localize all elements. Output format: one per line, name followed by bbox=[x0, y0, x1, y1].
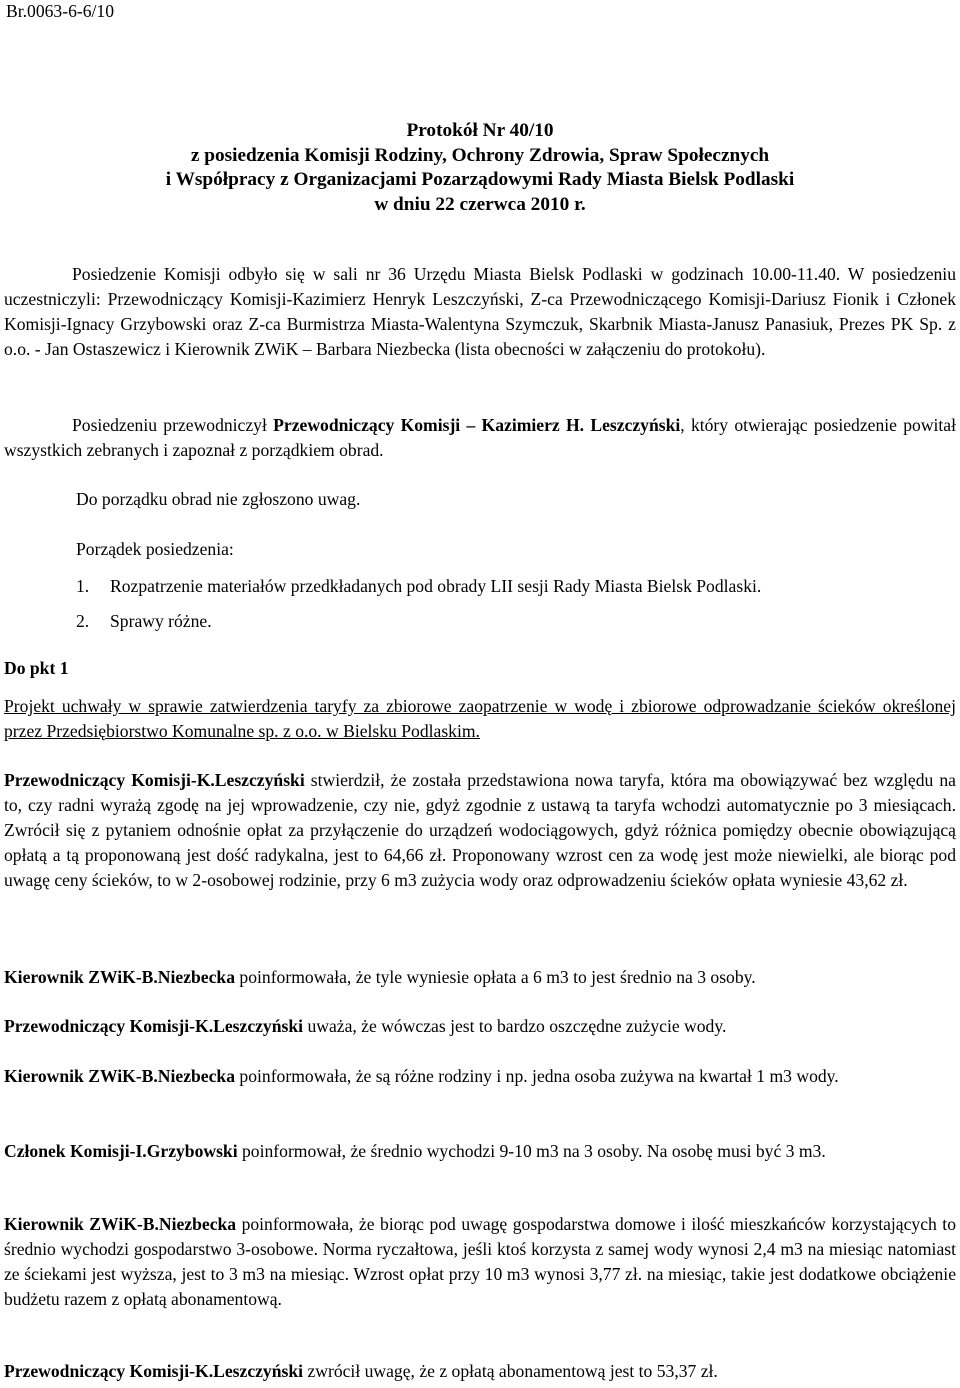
statement-text: uważa, że wówczas jest to bardzo oszczędne zużycie wody. bbox=[303, 1016, 727, 1036]
title-line-1: Protokół Nr 40/10 bbox=[406, 120, 554, 141]
statement-text: stwierdził, że została przedstawiona nowa taryfa, która ma obowiązywać bez względu na to, czy radni wyrażą zgodę na jej wprowadzenie, czy nie, gdyż zgodnie z ustawą ta taryfa wchodzi automatycznie po 3 miesiącach. Zwrócił się z pytaniem odnośnie opłat za przyłączenie do urządzeń wodociągowych, gdyż różnica pomiędzy obecnie obowiązującą opłatą a tą proponowaną jest dość radykalna, jest to 64,66 zł. Proponowany wzrost cen za wodę jest może niewielki, ale biorąc pod uwagę ceny ścieków, to w 2-osobowej rodzinie, przy 6 m3 zużycia wody oraz odprowadzeniu ścieków opłata wyniesie 43,62 zł. bbox=[4, 770, 956, 890]
agenda-item-number: 2. bbox=[76, 611, 90, 631]
speaker-name: Kierownik ZWiK-B.Niezbecka bbox=[4, 1066, 236, 1086]
agenda-item-number: 1. bbox=[76, 576, 90, 596]
chair-pre: Posiedzeniu przewodniczył bbox=[72, 415, 274, 435]
statement-text: poinformowała, że biorąc pod uwagę gospodarstwa domowe i ilość mieszkańców korzystających to średnio wychodzi gospodarstwo 3-osobowe. Norma ryczałtowa, jeśli ktoś korzysta z samej wody wynosi 2,4 m3 na miesiąc natomiast ze ściekami jest wyższa, jest to 3 m3 na miesiąc. Wzrost opłat przy 10 m3 wynosi 3,77 zł. na miesiąc, takie jest dodatkowe obciążenie budżetu razem z opłatą abonamentową. bbox=[4, 1214, 956, 1309]
resolution-subject: Projekt uchwały w sprawie zatwierdzenia taryfy za zbiorowe zaopatrzenie w wodę i zbiorowe odprowadzanie ścieków określonej przez Przedsiębiorstwo Komunalne sp. z o.o. w Bielsku Podlaskim. bbox=[4, 696, 956, 741]
title-line-2: z posiedzenia Komisji Rodziny, Ochrony Zdrowia, Spraw Społecznych bbox=[190, 144, 770, 166]
statement-text: zwrócił uwagę, że z opłatą abonamentową jest to 53,37 zł. bbox=[303, 1361, 718, 1381]
chair-post: , który otwierając posiedzenie powitał wszystkich zebranych i zapoznał z porządkiem obrad. bbox=[4, 415, 956, 460]
agenda-item-text: Rozpatrzenie materiałów przedkładanych pod obrady LII sesji Rady Miasta Bielsk Podlaski. bbox=[110, 576, 762, 596]
statement-text: poinformowała, że są różne rodziny i np. jedna osoba zużywa na kwartał 1 m3 wody. bbox=[235, 1066, 839, 1086]
intro-paragraph: Posiedzenie Komisji odbyło się w sali nr 36 Urzędu Miasta Bielsk Podlaski w godzinach 10.00-11.40. W posiedzeniu uczestniczyli: Przewodniczący Komisji-Kazimierz Henryk Leszczyński, Z-ca Przewodniczącego Komisji-Dariusz Fionik i Członek Komisji-Ignacy Grzybowski oraz Z-ca Burmistrza Miasta-Walentyna Szymczuk, Skarbnik Miasta-Janusz Panasiuk, Prezes PK Sp. z o.o. - Jan Ostaszewicz i Kierownik ZWiK – Barbara Niezbecka (lista obecności w załączeniu do protokołu). bbox=[4, 264, 956, 359]
agenda-item-text: Sprawy różne. bbox=[110, 611, 212, 631]
statement-paragraph bbox=[4, 768, 956, 893]
speaker-name: Kierownik ZWiK-B.Niezbecka bbox=[4, 967, 236, 987]
statement-paragraph bbox=[4, 965, 956, 990]
chair-paragraph bbox=[4, 413, 956, 463]
statement-paragraph bbox=[4, 1359, 956, 1384]
statement-paragraph bbox=[4, 1212, 956, 1312]
speaker-name: Przewodniczący Komisji-K.Leszczyński bbox=[4, 770, 305, 790]
speaker-name: Przewodniczący Komisji-K.Leszczyński bbox=[4, 1016, 304, 1036]
speaker-name: Kierownik ZWiK-B.Niezbecka bbox=[4, 1214, 237, 1234]
title-line-4: w dniu 22 czerwca 2010 r. bbox=[374, 193, 586, 215]
speaker-name: Przewodniczący Komisji-K.Leszczyński bbox=[4, 1361, 304, 1381]
speaker-name: Członek Komisji-I.Grzybowski bbox=[4, 1141, 238, 1161]
statement-paragraph bbox=[4, 1064, 956, 1089]
statement-text: poinformowała, że tyle wyniesie opłata a 6 m3 to jest średnio na 3 osoby. bbox=[235, 967, 756, 987]
title-line-3: i Współpracy z Organizacjami Pozarządowymi Rady Miasta Bielsk Podlaski bbox=[165, 169, 795, 190]
document-title bbox=[4, 119, 956, 217]
statement-paragraph bbox=[4, 1139, 956, 1164]
statement-text: poinformował, że średnio wychodzi 9-10 m3 na 3 osoby. Na osobę musi być 3 m3. bbox=[237, 1141, 826, 1161]
agenda-heading: Porządek posiedzenia: bbox=[76, 539, 234, 559]
agenda-item bbox=[76, 609, 212, 634]
document-reference: Br.0063-6-6/10 bbox=[6, 1, 115, 21]
no-remarks-note: Do porządku obrad nie zgłoszono uwag. bbox=[76, 489, 361, 509]
agenda-item bbox=[76, 574, 761, 599]
section-heading-pkt1: Do pkt 1 bbox=[4, 658, 69, 678]
statement-paragraph bbox=[4, 1014, 956, 1039]
chair-name: Przewodniczący Komisji – Kazimierz H. Leszczyński bbox=[273, 415, 681, 435]
